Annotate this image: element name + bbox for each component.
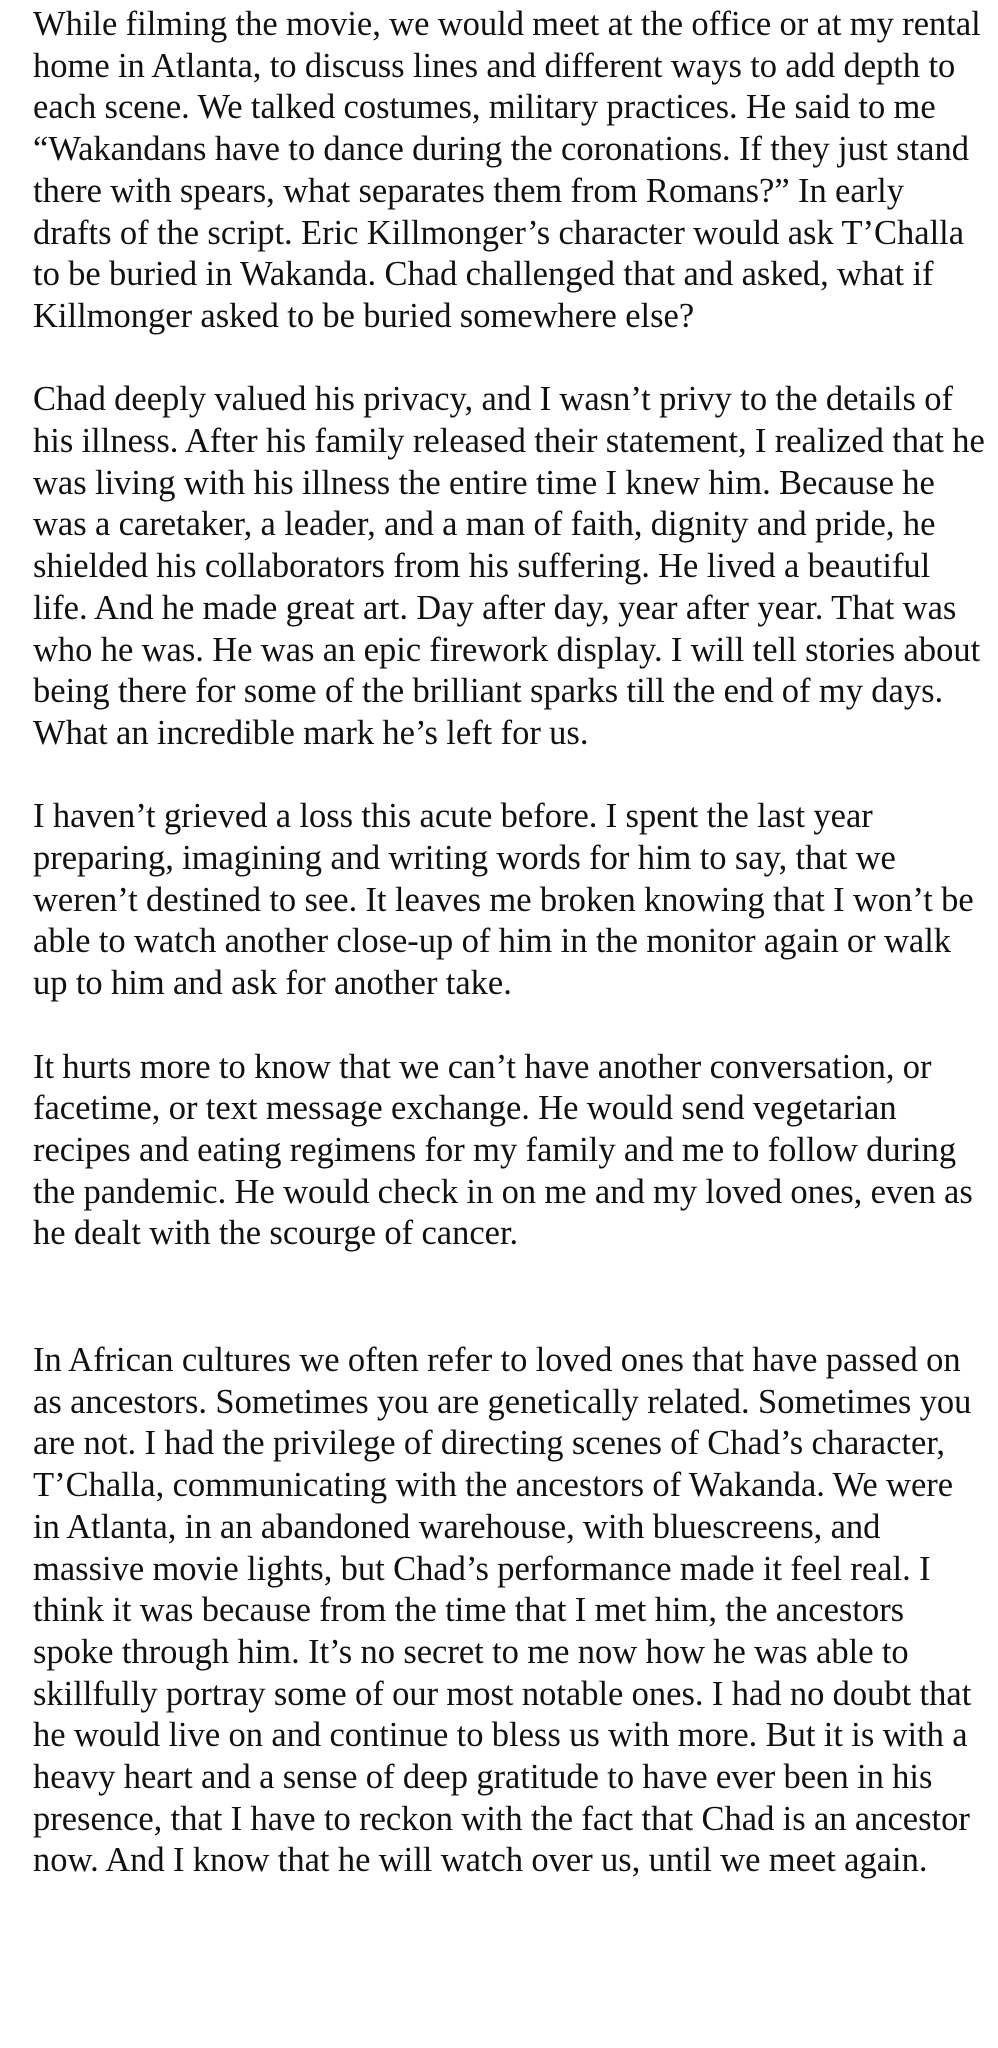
paragraph-2: Chad deeply valued his privacy, and I wasn’t privy to the details of his illness. After his family released their statement, I realized that he was living with his illness the entire time I knew him. Because he was a caretaker, a leader, and a man of faith, dignity and pride, he shielded his collaborators from his suffering. He lived a beautiful life. And he made great art. Day after day, year after year. That was who he was. He was an epic firework display. I will tell stories about being there for some of the brilliant sparks till the end of my days. What an incredible mark he’s left for us. [33,380,985,752]
paragraph-5: In African cultures we often refer to loved ones that have passed on as ancestors. Sometimes you are genetically related. Sometimes you are not. I had the privilege of directing scenes of Chad’s character, T’Challa, communicating with the ancestors of Wakanda. We were in Atlanta, in an abandoned warehouse, with bluescreens, and massive movie lights, but Chad’s performance made it feel real. I think it was because from the time that I met him, the ancestors spoke through him. It’s no secret to me now how he was able to skillfully portray some of our most notable ones. I had no doubt that he would live on and continue to bless us with more. But it is with a heavy heart and a sense of deep gratitude to have ever been in his presence, that I have to reckon with the fact that Chad is an ancestor now. And I know that he will watch over us, until we meet again. [33,1341,972,1880]
paragraph-1: While filming the movie, we would meet at the office or at my rental home in Atlanta, to discuss lines and different ways to add depth to each scene. We talked costumes, military practices. He said to me “Wakandans have to dance during the coronations. If they just stand there with spears, what separates them from Romans?” In early drafts of the script. Eric Killmonger’s character would ask T’Challa to be buried in Wakanda. Chad challenged that and asked, what if Killmonger asked to be buried somewhere else? [33,5,981,335]
paragraph-spacer [33,755,988,797]
paragraph-spacer [33,1005,988,1047]
paragraph-3: I haven’t grieved a loss this acute before. I spent the last year preparing, imagining and writing words for him to say, that we weren’t destined to see. It leaves me broken knowing that I won’t be able to watch another close-up of him in the monitor again or walk up to him and ask for another take. [33,797,974,1003]
document-body [33,4,988,1882]
paragraph-4: It hurts more to know that we can’t have another conversation, or facetime, or text message exchange. He would send vegetarian recipes and eating regimens for my family and me to follow during the pandemic. He would check in on me and my loved ones, even as he dealt with the scourge of cancer. [33,1047,973,1253]
paragraph-spacer [33,338,988,380]
paragraph-spacer-large [33,1255,988,1340]
